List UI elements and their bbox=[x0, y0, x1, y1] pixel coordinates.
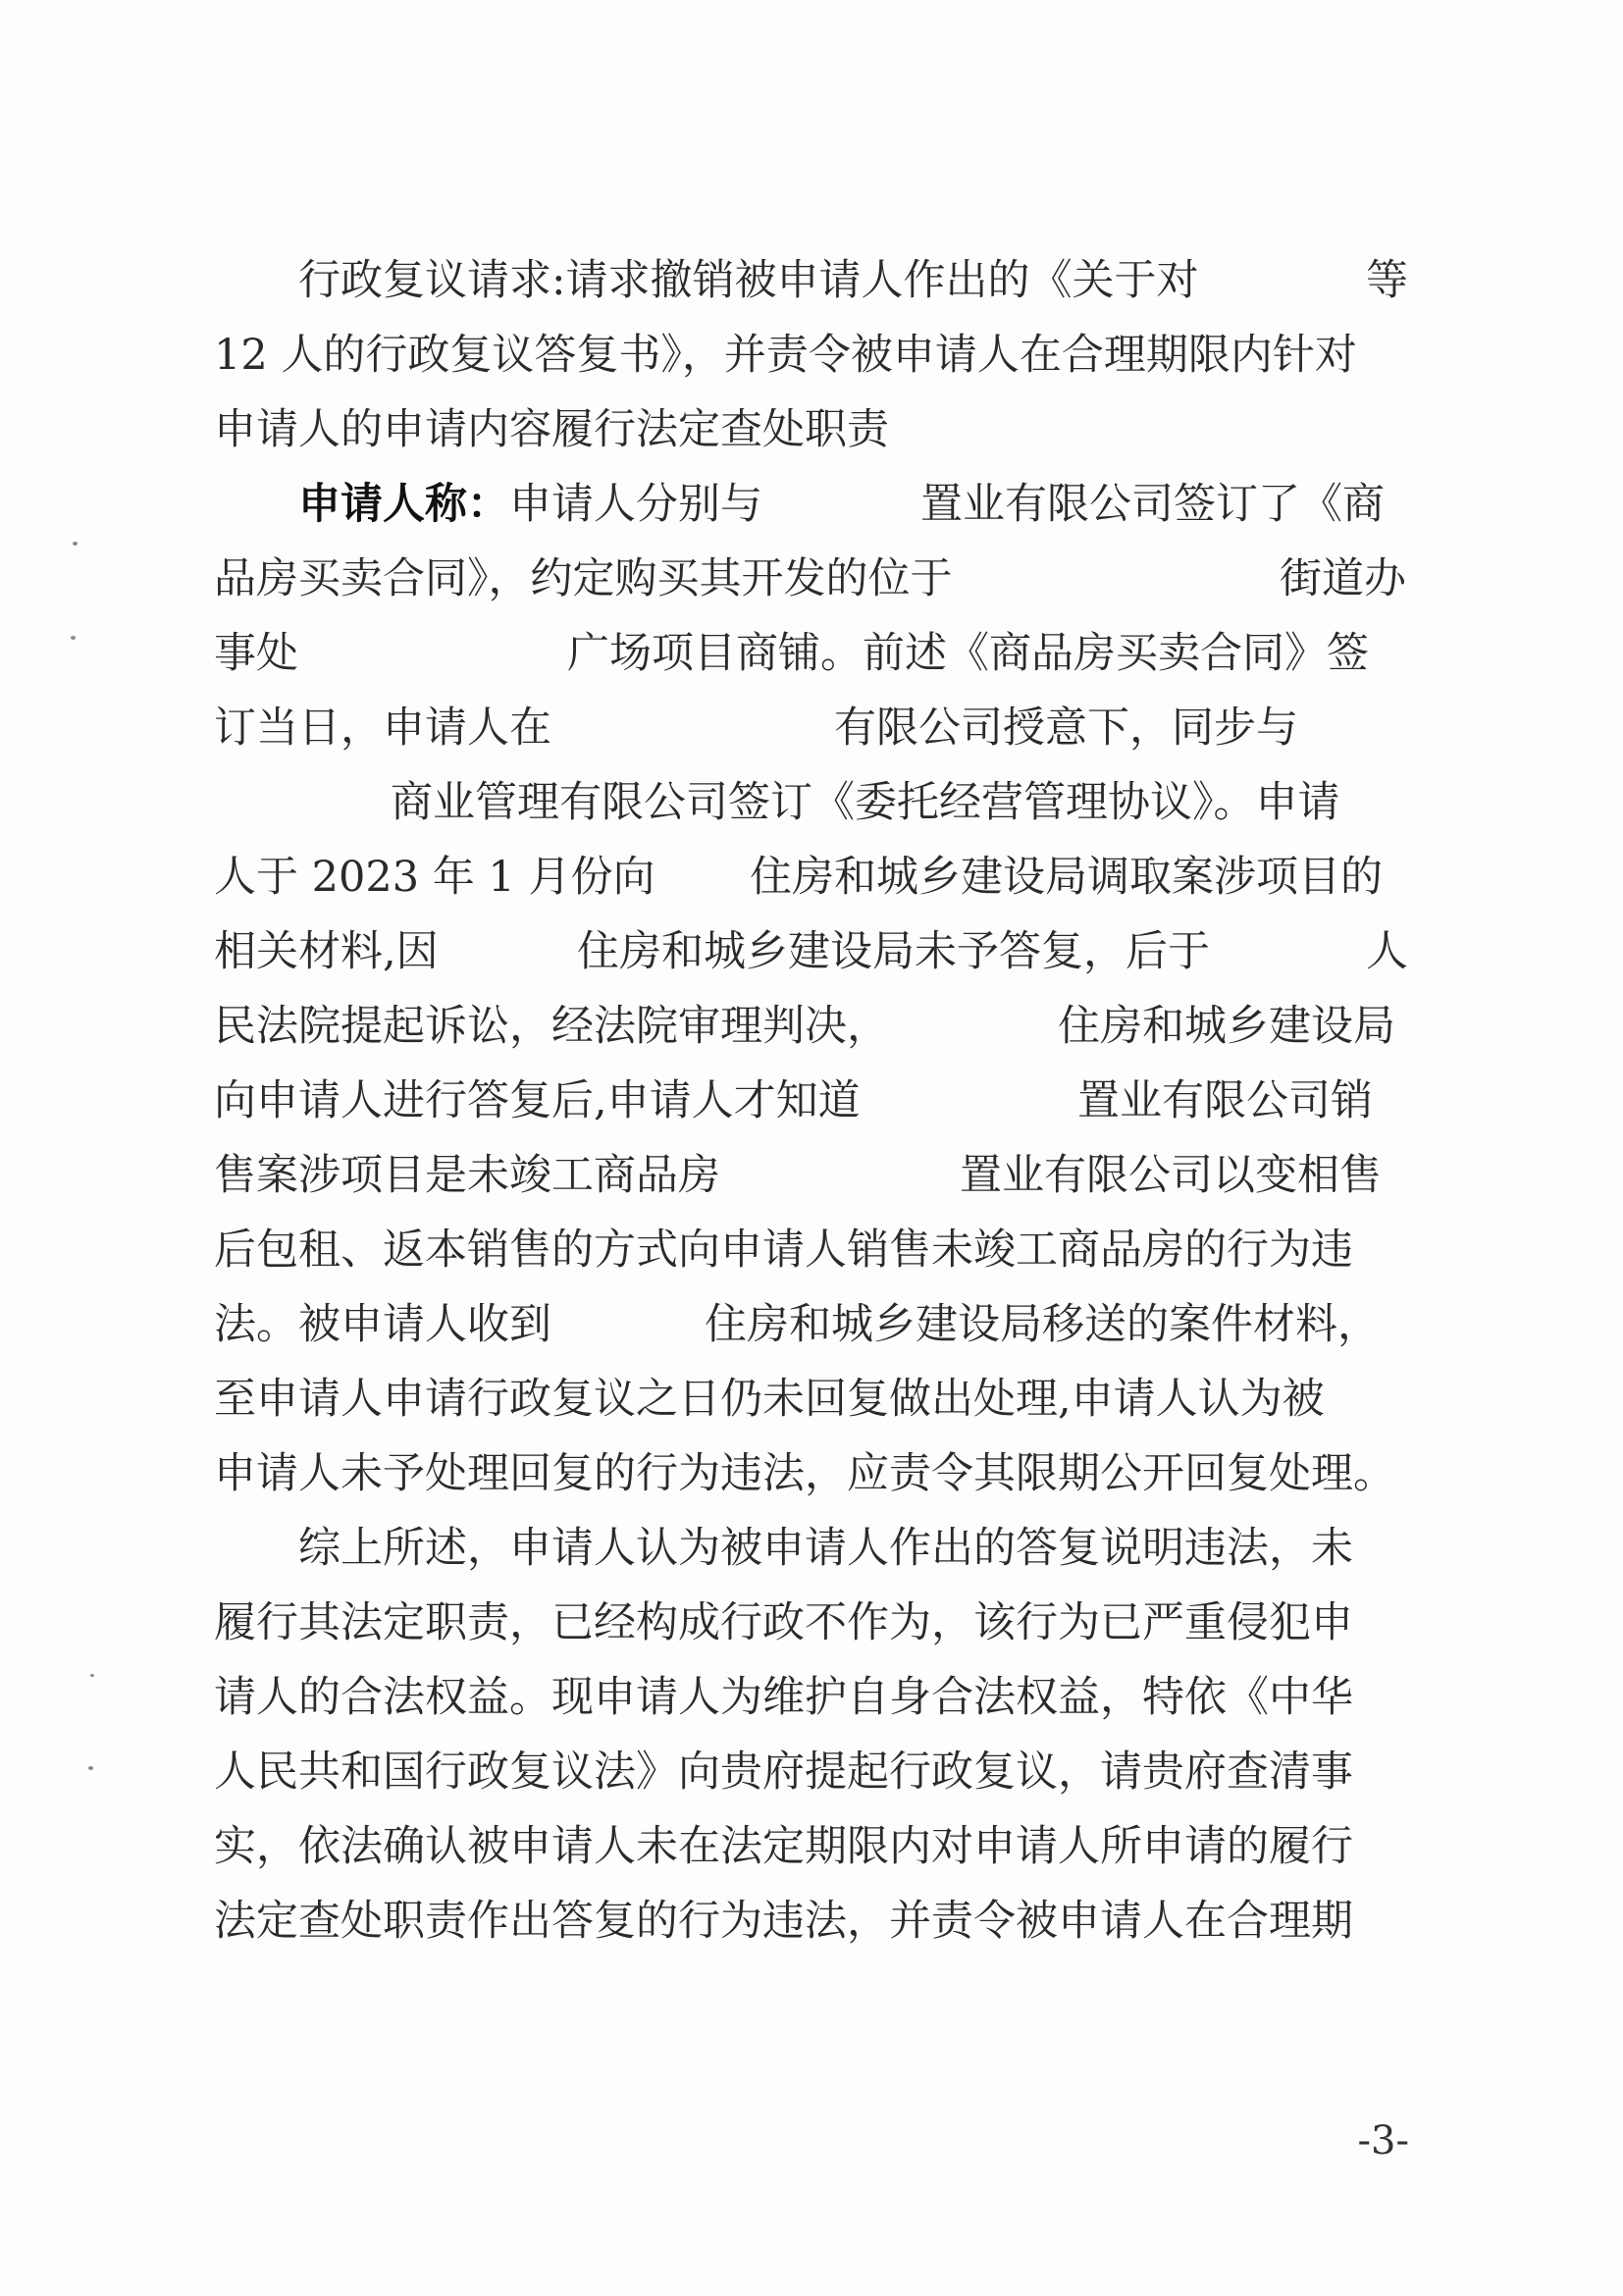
paragraph-line bbox=[214, 1295, 1409, 1354]
text-segment: 申请人的申请内容履行法定查处职责 bbox=[214, 405, 889, 454]
text-segment: 事处 bbox=[214, 629, 298, 678]
text-segment: 申请人未予处理回复的行为违法，应责令其限期公开回复处理。 bbox=[214, 1449, 1395, 1498]
text-segment: 行政复议请求:请求撤销被申请人作出的《关于对 bbox=[298, 256, 1199, 305]
text-segment: 向申请人进行答复后,申请人才知道 bbox=[214, 1076, 861, 1125]
paragraph-line bbox=[214, 475, 1409, 534]
paragraph-line bbox=[214, 1817, 1409, 1876]
text-segment: 人民共和国行政复议法》向贵府提起行政复议，请贵府查清事 bbox=[214, 1748, 1353, 1797]
paragraph-line bbox=[214, 1593, 1409, 1652]
text-segment: 实，依法确认被申请人未在法定期限内对申请人所申请的履行 bbox=[214, 1822, 1353, 1871]
paragraph-line bbox=[214, 1519, 1409, 1578]
text-segment: 品房买卖合同》，约定购买其开发的位于 bbox=[214, 554, 953, 603]
scan-speck bbox=[73, 542, 78, 546]
text-segment: 民法院提起诉讼，经法院审理判决， bbox=[214, 1002, 889, 1051]
text-segment: 置业有限公司销 bbox=[1077, 1076, 1373, 1125]
paragraph-line bbox=[214, 1071, 1409, 1130]
text-segment: 后包租、返本销售的方式向申请人销售未竣工商品房的行为违 bbox=[214, 1226, 1353, 1275]
text-segment: 人于 2023 年 1 月份向 bbox=[214, 853, 655, 902]
scan-speck bbox=[71, 636, 76, 640]
paragraph-line bbox=[214, 1892, 1409, 1951]
text-segment: 住房和城乡建设局未予答复，后于 bbox=[577, 927, 1210, 976]
text-segment: 住房和城乡建设局移送的案件材料， bbox=[705, 1300, 1380, 1349]
paragraph-line bbox=[214, 549, 1409, 608]
scan-speck bbox=[88, 1766, 93, 1770]
paragraph-line bbox=[214, 1221, 1409, 1279]
text-segment: 人 bbox=[1366, 927, 1408, 976]
text-segment: 履行其法定职责，已经构成行政不作为，该行为已严重侵犯申 bbox=[214, 1598, 1353, 1647]
text-segment: 法。被申请人收到 bbox=[214, 1300, 551, 1349]
paragraph-line bbox=[214, 699, 1409, 757]
text-segment: 12 人的行政复议答复书》，并责令被申请人在合理期限内针对 bbox=[214, 331, 1357, 380]
text-segment: 商业管理有限公司签订《委托经营管理协议》。申请 bbox=[391, 778, 1340, 827]
text-segment: 置业有限公司签订了《商 bbox=[920, 480, 1385, 529]
paragraph-line bbox=[214, 1370, 1409, 1429]
text-segment: 申请人分别与 bbox=[509, 480, 762, 529]
paragraph-line bbox=[214, 1444, 1409, 1503]
text-segment: 法定查处职责作出答复的行为违法，并责令被申请人在合理期 bbox=[214, 1897, 1353, 1946]
text-segment: 等 bbox=[1366, 256, 1408, 305]
paragraph-line bbox=[214, 922, 1409, 981]
text-segment: 售案涉项目是未竣工商品房 bbox=[214, 1151, 720, 1200]
paragraph-line bbox=[214, 997, 1409, 1056]
text-segment: 请人的合法权益。现申请人为维护自身合法权益，特依《中华 bbox=[214, 1673, 1353, 1722]
text-segment: 广场项目商铺。前述《商品房买卖合同》签 bbox=[567, 629, 1369, 678]
text-segment: 相关材料,因 bbox=[214, 927, 439, 976]
paragraph-line bbox=[214, 1668, 1409, 1727]
paragraph-line bbox=[214, 773, 1409, 832]
text-segment: 置业有限公司以变相售 bbox=[960, 1151, 1382, 1200]
text-segment: 有限公司授意下，同步与 bbox=[834, 704, 1298, 753]
section-heading: 申请人称： bbox=[298, 480, 509, 529]
paragraph-line bbox=[214, 624, 1409, 683]
paragraph-line bbox=[214, 326, 1409, 385]
paragraph-line bbox=[214, 1743, 1409, 1801]
text-segment: 住房和城乡建设局调取案涉项目的 bbox=[750, 853, 1383, 902]
text-segment: 订当日，申请人在 bbox=[214, 704, 551, 753]
paragraph-line bbox=[214, 848, 1409, 907]
page-number: -3- bbox=[1357, 2118, 1409, 2164]
text-segment: 住房和城乡建设局 bbox=[1058, 1002, 1395, 1051]
paragraph-line bbox=[214, 1146, 1409, 1205]
scan-speck bbox=[90, 1674, 94, 1677]
paragraph-line bbox=[214, 251, 1409, 310]
paragraph-line bbox=[214, 400, 1409, 459]
text-segment: 街道办 bbox=[1280, 554, 1406, 603]
text-segment: 至申请人申请行政复议之日仍未回复做出处理,申请人认为被 bbox=[214, 1375, 1325, 1424]
text-segment: 综上所述，申请人认为被申请人作出的答复说明违法，未 bbox=[298, 1524, 1353, 1573]
